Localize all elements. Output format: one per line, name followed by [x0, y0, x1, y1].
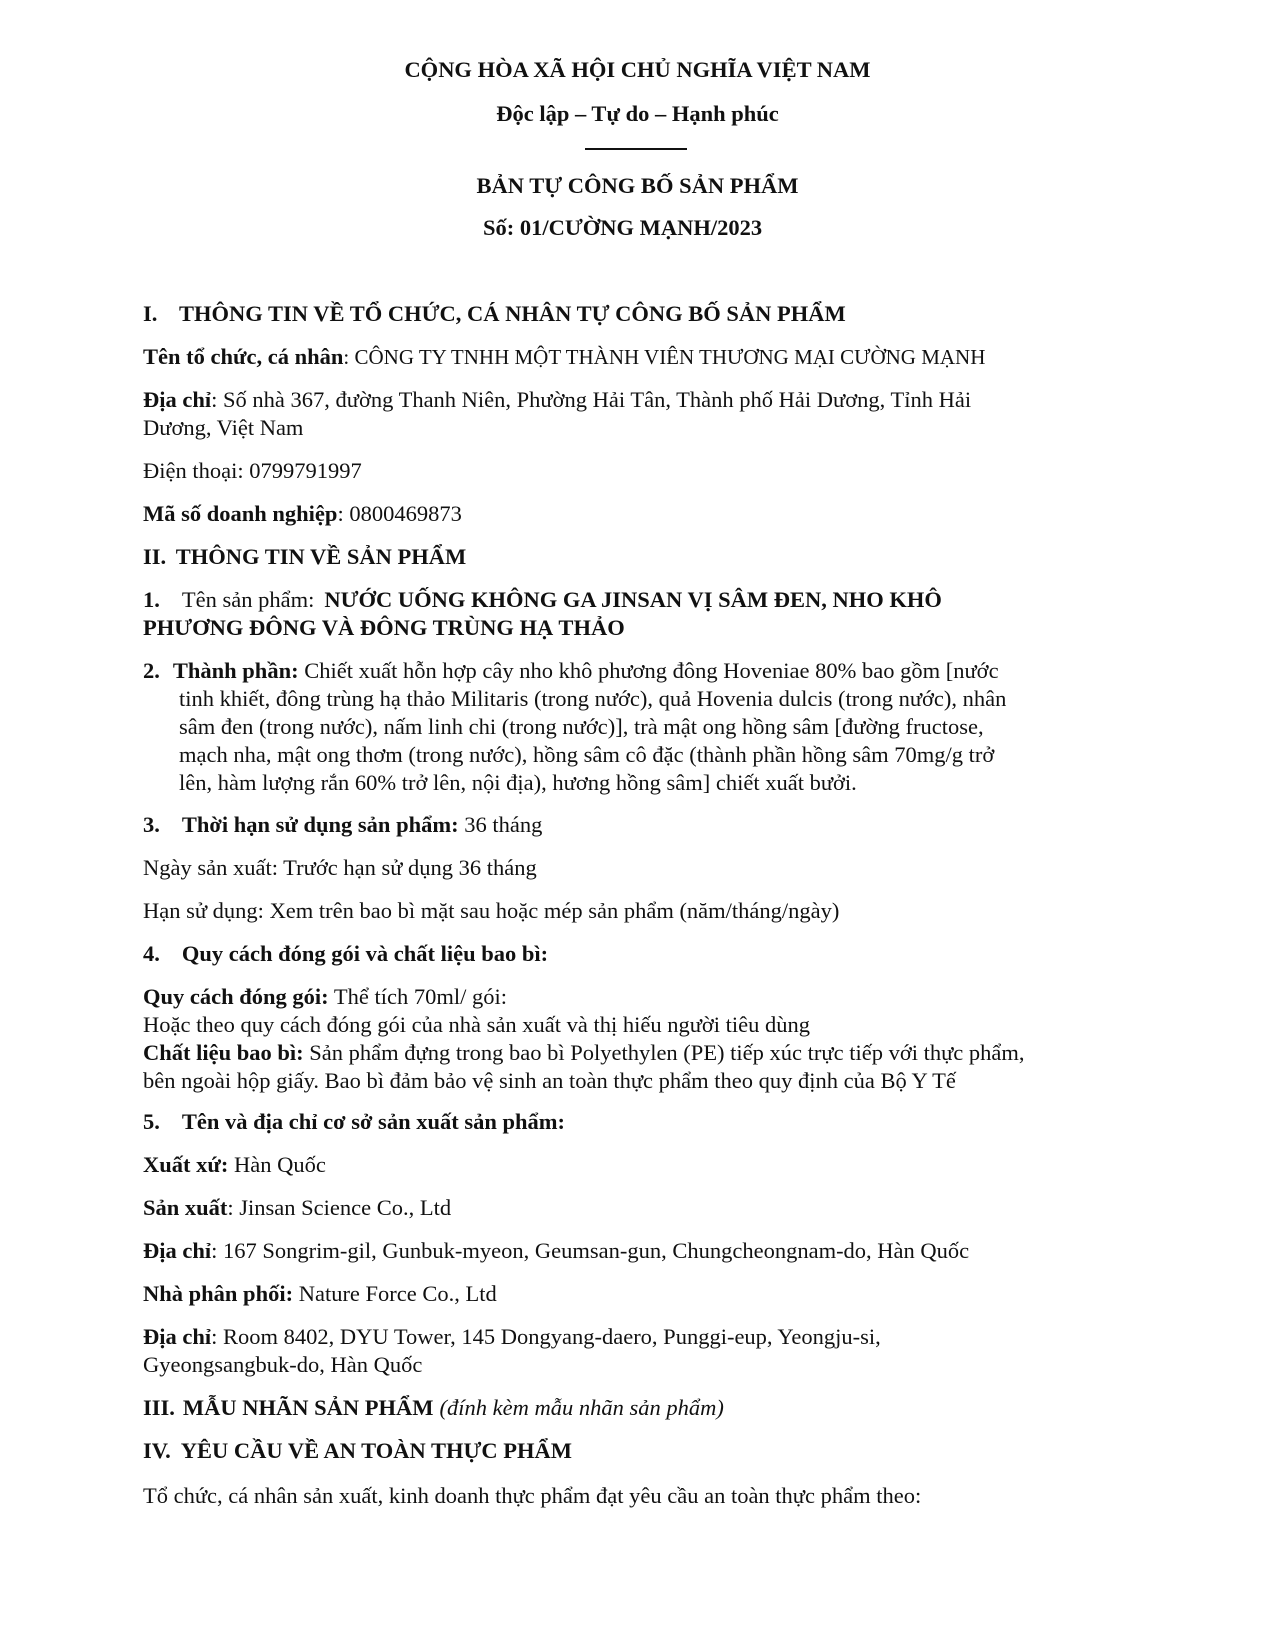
manufacturer-value: : Jinsan Science Co., Ltd: [227, 1195, 452, 1220]
manufacturer-line: [143, 1194, 451, 1222]
distributor-address-value-1: : Room 8402, DYU Tower, 145 Dongyang-daero, Punggi-eup, Yeongju-si,: [211, 1324, 881, 1349]
item-1-line-1: [143, 586, 942, 614]
packaging-line: [143, 983, 507, 1011]
origin-label: Xuất xứ:: [143, 1152, 229, 1177]
manufacturer-label: Sản xuất: [143, 1195, 228, 1220]
packaging-alternative: Hoặc theo quy cách đóng gói của nhà sản xuất và thị hiếu người tiêu dùng: [143, 1012, 811, 1037]
document-number: Số: 01/CƯỜNG MẠNH/2023: [483, 215, 763, 240]
item-1-label: Tên sản phẩm: [181, 587, 309, 612]
ingredients-line-1: Chiết xuất hỗn hợp cây nho khô phương đông Hoveniae 80% bao gồm [nước: [298, 658, 999, 683]
item-5-number: 5.: [143, 1109, 160, 1134]
product-name-2: PHƯƠNG ĐÔNG VÀ ĐÔNG TRÙNG HẠ THẢO: [143, 615, 625, 640]
section-4-text: Tổ chức, cá nhân sản xuất, kinh doanh thực phẩm đạt yêu cầu an toàn thực phẩm theo:: [143, 1483, 922, 1508]
item-4-number: 4.: [143, 941, 160, 966]
manufacturer-address-label: Địa chỉ: [143, 1238, 212, 1263]
section-2-title: THÔNG TIN VỀ SẢN PHẨM: [175, 544, 467, 569]
item-2-label: Thành phần:: [172, 658, 299, 683]
material-line-1: [143, 1039, 1025, 1067]
address-line-1: [143, 386, 971, 414]
address-value-1: : Số nhà 367, đường Thanh Niên, Phường Hải Tân, Thành phố Hải Dương, Tỉnh Hải: [211, 387, 972, 412]
distributor-label: Nhà phân phối:: [143, 1281, 294, 1306]
section-4-number: IV.: [143, 1438, 171, 1463]
manufacturer-address-value: : 167 Songrim-gil, Gunbuk-myeon, Geumsan-gun, Chungcheongnam-do, Hàn Quốc: [211, 1238, 970, 1263]
item-2-number: 2.: [143, 658, 160, 683]
material-value-2: bên ngoài hộp giấy. Bao bì đảm bảo vệ sinh an toàn thực phẩm theo quy định của Bộ Y Tế: [143, 1068, 956, 1093]
origin-value: Hàn Quốc: [228, 1152, 326, 1177]
country-header: CỘNG HÒA XÃ HỘI CHỦ NGHĨA VIỆT NAM: [404, 57, 871, 82]
item-4-label: Quy cách đóng gói và chất liệu bao bì:: [181, 941, 549, 966]
manufacture-date: Ngày sản xuất: Trước hạn sử dụng 36 tháng: [143, 855, 537, 880]
packaging-value: Thể tích 70ml/ gói:: [328, 984, 507, 1009]
distributor-value: Nature Force Co., Ltd: [293, 1281, 497, 1306]
product-name-1: NƯỚC UỐNG KHÔNG GA JINSAN VỊ SÂM ĐEN, NHO KHÔ: [324, 587, 942, 612]
item-5-label: Tên và địa chỉ cơ sở sản xuất sản phẩm:: [181, 1109, 565, 1134]
item-5-line: [143, 1108, 565, 1136]
tax-code-value: : 0800469873: [337, 501, 462, 526]
ingredients-line-3: sâm đen (trong nước), nấm linh chi (trong nước)], trà mật ong hồng sâm [đường fructose,: [179, 714, 984, 739]
org-name-line: [143, 343, 985, 371]
section-2-heading: [143, 543, 466, 571]
phone-line: Điện thoại: 0799791997: [143, 458, 362, 483]
section-3-number: III.: [143, 1395, 175, 1420]
ingredients-line-2: tinh khiết, đông trùng hạ thảo Militaris (trong nước), quả Hovenia dulcis (trong nước), nhân: [179, 686, 1007, 711]
ingredients-line-5: lên, hàm lượng rắn 60% trở lên, nội địa), hương hồng sâm] chiết xuất bưởi.: [179, 770, 857, 795]
item-1-separator: :: [308, 587, 315, 612]
material-label: Chất liệu bao bì:: [143, 1040, 304, 1065]
section-3-title: MẪU NHÃN SẢN PHẨM: [182, 1395, 434, 1420]
section-1-title: THÔNG TIN VỀ TỔ CHỨC, CÁ NHÂN TỰ CÔNG BỐ SẢN PHẨM: [179, 301, 846, 326]
document-title: BẢN TỰ CÔNG BỐ SẢN PHẨM: [476, 173, 799, 198]
org-name-label: Tên tổ chức, cá nhân: [143, 344, 344, 369]
shelf-life-value: 36 tháng: [458, 812, 543, 837]
item-1-number: 1.: [143, 587, 160, 612]
section-4-title: YÊU CẦU VỀ AN TOÀN THỰC PHẨM: [180, 1438, 573, 1463]
address-value-2: Dương, Việt Nam: [143, 415, 304, 440]
section-4-heading: [143, 1437, 572, 1465]
org-name-value: : CÔNG TY TNHH MỘT THÀNH VIÊN THƯƠNG MẠI CƯỜNG MẠNH: [343, 345, 986, 369]
distributor-address-label: Địa chỉ: [143, 1324, 212, 1349]
item-3-line: [143, 811, 542, 839]
origin-line: [143, 1151, 326, 1179]
tax-code-label: Mã số doanh nghiệp: [143, 501, 338, 526]
item-2-line-1: [143, 657, 999, 685]
expiry-date: Hạn sử dụng: Xem trên bao bì mặt sau hoặc mép sản phẩm (năm/tháng/ngày): [143, 898, 840, 923]
motto: Độc lập – Tự do – Hạnh phúc: [496, 101, 779, 126]
item-4-line: [143, 940, 548, 968]
ingredients-line-4: mạch nha, mật ong thơm (trong nước), hồng sâm cô đặc (thành phần hồng sâm 70mg/g trở: [179, 742, 995, 767]
address-label: Địa chỉ: [143, 387, 212, 412]
distributor-address-value-2: Gyeongsangbuk-do, Hàn Quốc: [143, 1352, 423, 1377]
section-1-heading: [143, 300, 846, 328]
item-3-number: 3.: [143, 812, 160, 837]
section-3-heading: [143, 1394, 724, 1422]
distributor-line: [143, 1280, 497, 1308]
section-1-number: I.: [143, 301, 158, 326]
distributor-address-line-1: [143, 1323, 881, 1351]
section-3-note: (đính kèm mẫu nhãn sản phẩm): [439, 1395, 724, 1420]
material-value-1: Sản phẩm đựng trong bao bì Polyethylen (PE) tiếp xúc trực tiếp với thực phẩm,: [303, 1040, 1025, 1065]
tax-code-line: [143, 500, 462, 528]
item-3-label: Thời hạn sử dụng sản phẩm:: [181, 812, 459, 837]
header-divider: [585, 148, 687, 150]
manufacturer-address-line: [143, 1237, 969, 1265]
packaging-label: Quy cách đóng gói:: [143, 984, 329, 1009]
section-2-number: II.: [143, 544, 167, 569]
